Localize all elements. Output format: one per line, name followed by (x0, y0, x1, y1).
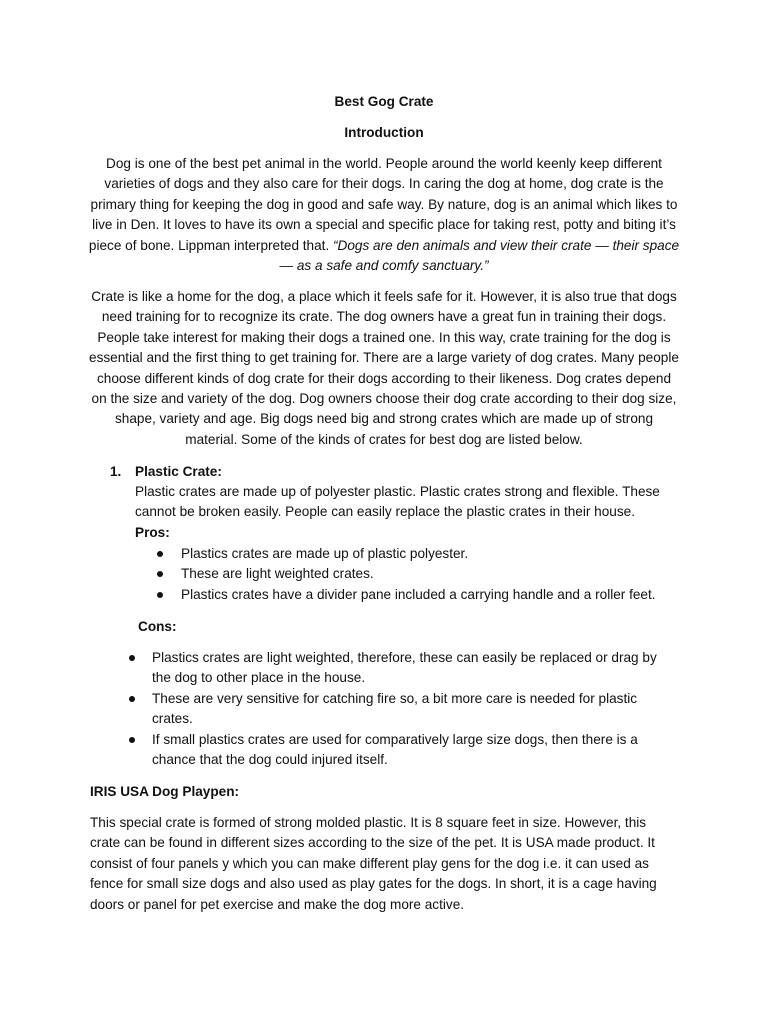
list-item (129, 648, 669, 689)
bullet-icon (157, 551, 163, 557)
list-item (157, 544, 677, 564)
bullet-icon (129, 696, 135, 702)
pros-label: Pros: (135, 525, 170, 540)
bullet-icon (157, 571, 163, 577)
list-item (157, 564, 677, 584)
pros-item-text: Plastics crates have a divider pane included a carrying handle and a roller feet. (181, 586, 656, 602)
cons-item-text: If small plastics crates are used for comparatively large size dogs, then there is a chance that the dog could injured itself. (152, 731, 638, 768)
intro-paragraph-text: Dog is one of the best pet animal in the world. People around the world keenly keep different varieties of dogs and they also care for their dogs. In caring the dog at home, dog crate is the primary thing for keeping the dog in good and safe way. By nature, dog is an animal which likes to live in Den. It loves to have its own a special and specific place for taking rest, potty and biting it’s piece of bone. Lippman interpreted that. (88, 156, 678, 253)
list-number: 1. (110, 464, 122, 479)
pros-item-text: These are light weighted crates. (181, 566, 374, 582)
second-paragraph: Crate is like a home for the dog, a place which it feels safe for it. However, it is also true that dogs need training for to recognize its crate. The dog owners have a great fun in training their dogs. People take interest for making their dogs a trained one. In this way, crate training for the dog is essential and the first thing to get training for. There are a large variety of dog crates. Many people choose different kinds of dog crate for their dogs according to their likeness. Dog crates depend on the size and variety of the dog. Dog owners choose their dog crate according to their dog size, shape, variety and age. Big dogs need big and strong crates which are made up of strong material. Some of the kinds of crates for best dog are listed below. (89, 289, 679, 447)
playpen-heading: IRIS USA Dog Playpen: (90, 784, 240, 799)
section-heading-introduction: Introduction (344, 125, 424, 140)
cons-list (129, 648, 669, 770)
cons-item-text: Plastics crates are light weighted, therefore, these can easily be replaced or drag by the dog to other place in the house. (152, 650, 657, 686)
bullet-icon (129, 737, 135, 743)
bullet-icon (129, 655, 135, 661)
cons-label: Cons: (138, 619, 177, 634)
list-item (157, 585, 677, 605)
bullet-icon (157, 592, 163, 598)
intro-quote: “Dogs are den animals and view their crate — their space — as a safe and comfy sanctuary.” (279, 237, 680, 274)
cons-item-text: These are very sensitive for catching fire so, a bit more care is needed for plastic crates. (152, 690, 638, 727)
pros-list (157, 544, 677, 605)
list-item (129, 730, 669, 771)
document-title: Best Gog Crate (334, 94, 434, 109)
pros-item-text: Plastics crates are made up of plastic polyester. (181, 546, 469, 561)
intro-paragraph (88, 154, 680, 276)
list-item-title: Plastic Crate: (135, 464, 222, 479)
list-item (129, 689, 669, 730)
playpen-paragraph: This special crate is formed of strong molded plastic. It is 8 square feet in size. However, this crate can be found in different sizes according to the size of the pet. It is USA made product. It consist of four panels y which you can make different play gens for the dog i.e. it can used as fence for small size dogs and also used as play gates for the dogs. In short, it is a cage having doors or panel for pet exercise and make the dog more active. (90, 815, 657, 912)
list-item-description: Plastic crates are made up of polyester plastic. Plastic crates strong and flexible. These cannot be broken easily. People can easily replace the plastic crates in their house. (135, 484, 660, 520)
